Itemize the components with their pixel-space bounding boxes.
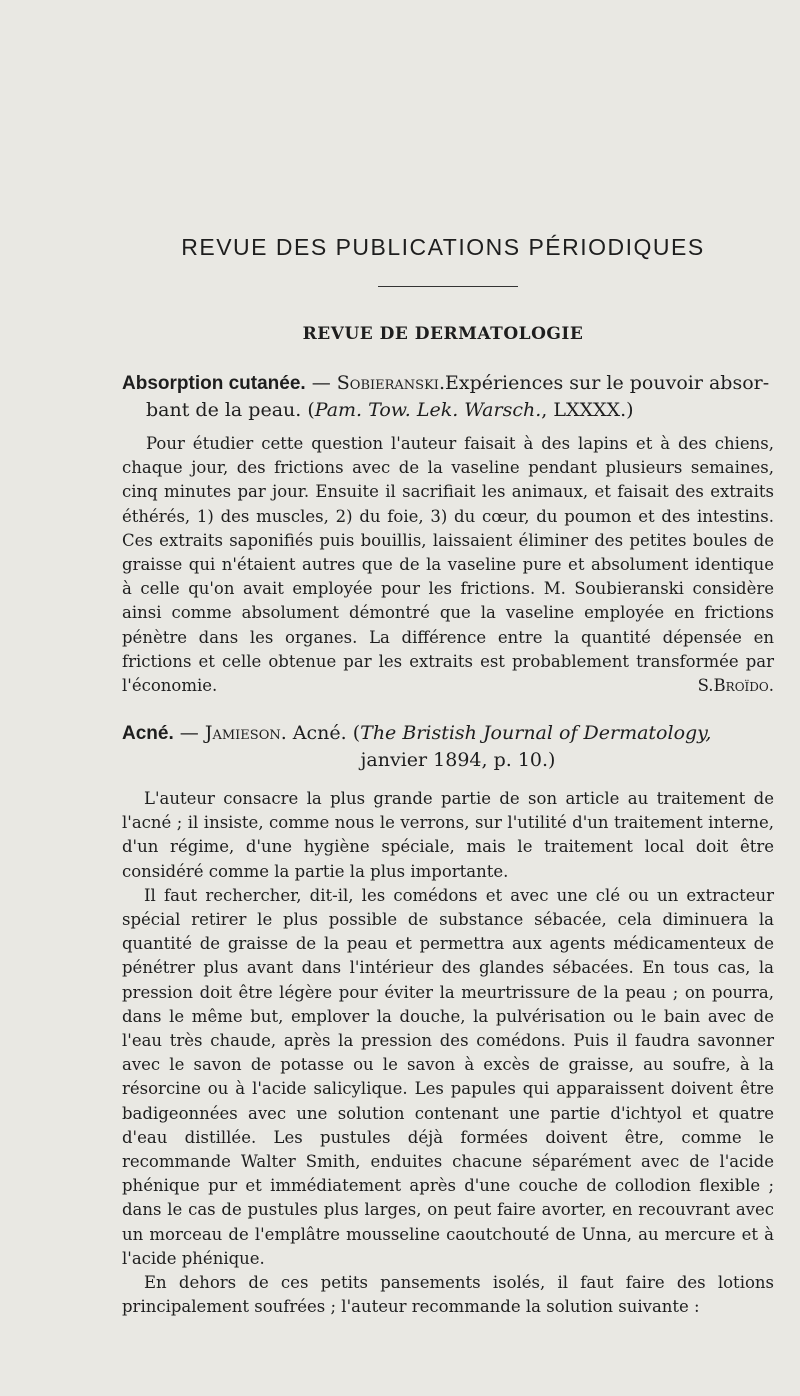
article-1-journal: Pam. Tow. Lek. Warsch. (314, 399, 542, 421)
article-2-paragraph-2: Il faut rechercher, dit-il, les comédons et avec une clé ou un extracteur spécial retirer le plus possible de substance sébacée, cela diminuera la quantité de graisse de la peau et permettra aux agents médicamenteux de pénétrer plus avant dans l'intérieur des glandes sébacées. En tous cas, la pression doit être légère pour éviter la meurtrissure de la peau ; on pourra, dans le même but, emplover la douche, la pulvérisation ou le bain avec de l'eau très chaude, après la pression des comédons. Puis il faudra savonner avec le savon de potasse ou le savon à excès de graisse, au soufre, à la résorcine ou à l'acide salicylique. Les papules qui apparaissent doivent être badigeonnées avec une solution contenant une partie d'ichtyol et quatre d'eau distillée. Les pustules déjà formées doivent être, comme le recommande Walter Smith, enduites chacune séparément avec de l'acide phénique pur et immédiatement après d'une couche de collodion flexible ; dans le cas de pustules plus larges, on peut faire avorter, en recouvrant avec un morceau de l'emplâtre mousseline caoutchouté de Unna, au mercure et à l'acide phénique. (122, 885, 774, 1268)
article-1-title-line1: Expériences sur le pouvoir absor- (444, 372, 770, 394)
article-1-dash: — (305, 372, 337, 394)
title-divider (378, 286, 518, 287)
article-1-title-line2-pre: bant de la peau. ( (146, 399, 315, 421)
article-2-author: Jamieson. (204, 722, 287, 744)
article-1-body: Pour étudier cette question l'auteur faisait à des lapins et à des chiens, chaque jour, des frictions avec de la vaseline pendant plusieurs semaines, cinq minutes par jour. Ensuite il sacrifiait les animaux, et faisait des extraits éthérés, 1) des muscles, 2) du foie, 3) du cœur, du poumon et des intestins. Ces extraits saponifiés puis bouillis, laissaient éliminer des petites boules de graisse qui n'étaient autres que de la vaseline pure et absolument identique à celle qu'on avait employée pour les frictions. M. Soubieranski considère ainsi comme absolument démontré que la vaseline employée en frictions pénètre dans les organes. La différence entre la quantité dépensée en frictions et celle obtenue par les extraits est probablement transformée par l'économie. (122, 434, 774, 696)
article-2-paragraph-3: En dehors de ces petits pansements isolés, il faut faire des lotions principalement soufrées ; l'auteur recommande la solution suivante : (122, 1273, 774, 1317)
article-1-subject: Absorption cutanée. (122, 373, 306, 394)
article-1-signature: S.Broïdo. (697, 676, 774, 696)
section-title: REVUE DE DERMATOLOGIE (302, 324, 584, 344)
article-2-paragraph-1: L'auteur consacre la plus grande partie de son article au traitement de l'acné ; il insiste, comme nous le verrons, sur l'utilité d'un traitement interne, d'un régime, d'une hygiène spéciale, mais le traitement local doit être considéré comme la partie la plus importante. (122, 789, 774, 881)
article-2-heading (122, 720, 774, 773)
article-2-title-pre: Acné. ( (286, 722, 361, 744)
article-2-dash: — (173, 722, 205, 744)
article-1-heading (122, 370, 774, 423)
article-1-author: Sobieranski. (336, 372, 445, 394)
page-title: REVUE DES PUBLICATIONS PÉRIODIQUES (181, 234, 705, 260)
article-2-subject: Acné. (122, 723, 174, 744)
article-2-body-block (122, 787, 774, 1319)
article-2-journal: The Bristish Journal of Dermatology, (360, 722, 712, 744)
article-2-date: janvier 1894, p. 10.) (360, 749, 556, 771)
article-1-body-block (122, 432, 774, 698)
article-1-title-line2-post: , LXXXX.) (541, 399, 634, 421)
